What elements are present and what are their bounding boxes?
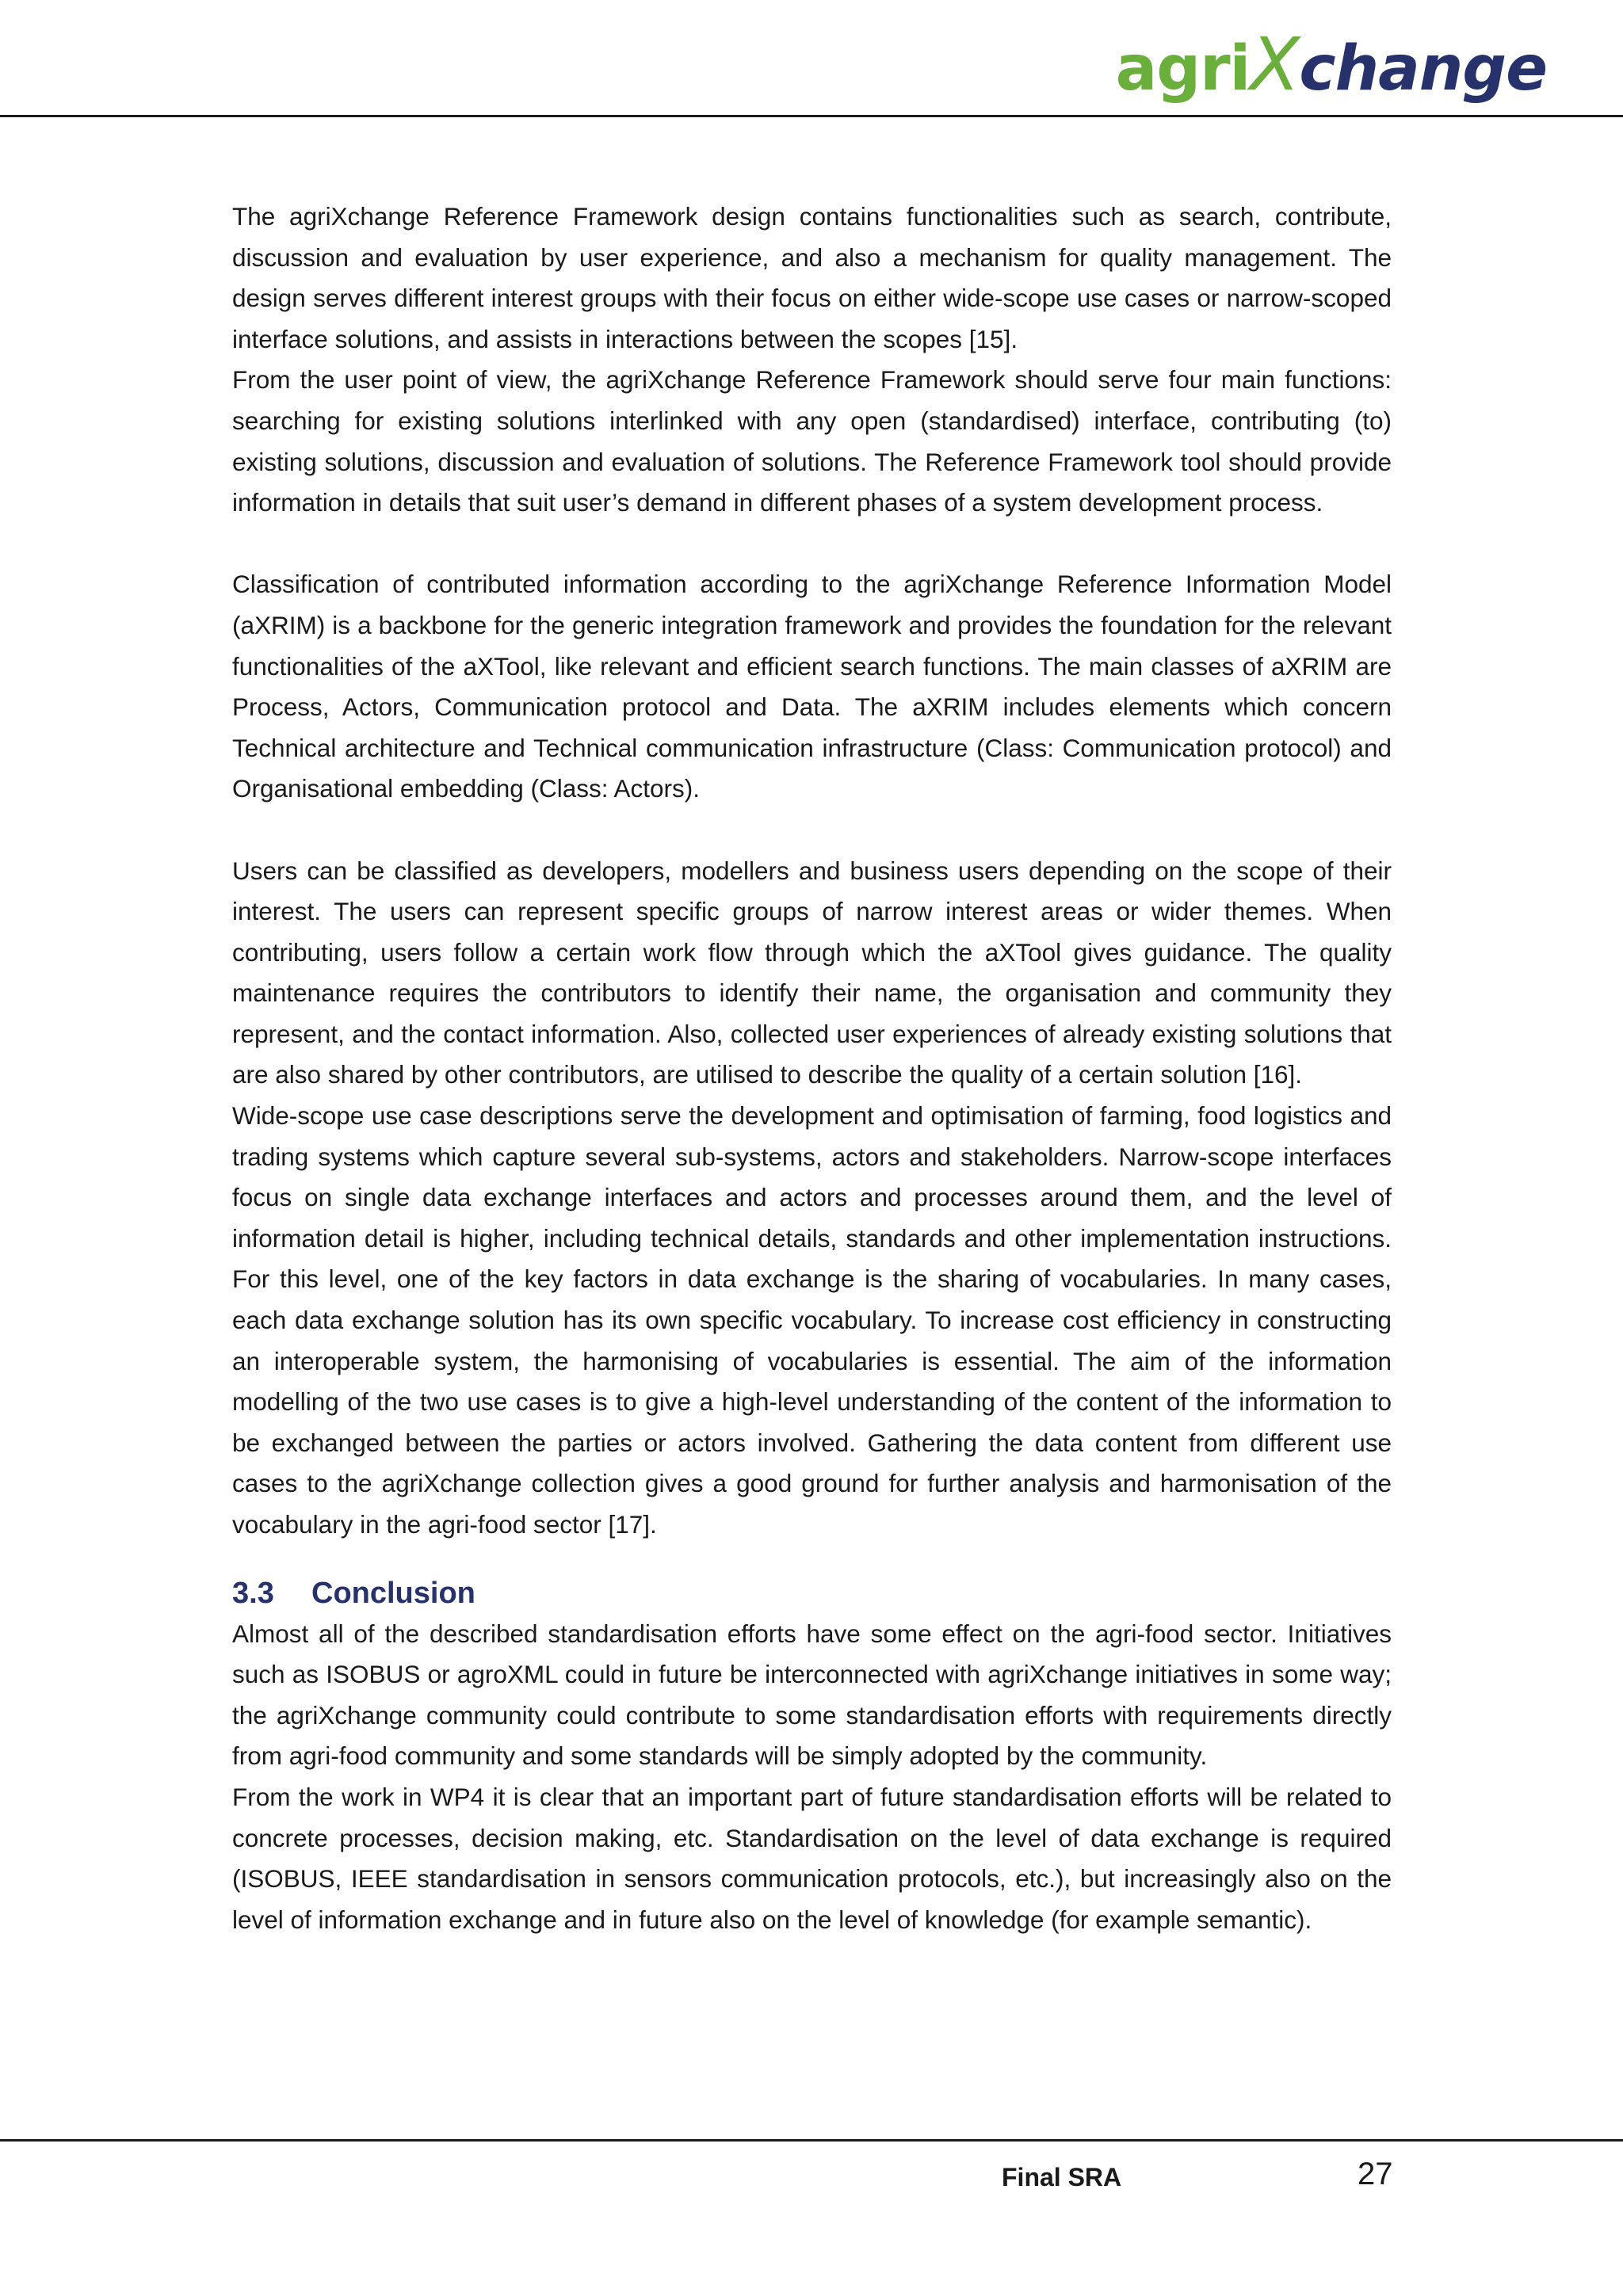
paragraph: Almost all of the described standardisation efforts have some effect on the agri-food sector. Initiatives such as ISOBUS or agroXML could in future be interconnected with agriXchange initiatives in some way; the agriXchange community could contribute to some standardisation efforts with requirements directly from agri-food community and some standards will be simply adopted by the community. <box>232 1619 1392 1771</box>
paragraph: Users can be classified as developers, modellers and business users depending on the scope of their interest. The users can represent specific groups of narrow interest areas or wider themes. When contributing, users follow a certain work flow through which the aXTool gives guidance. The quality maintenance requires the contributors to identify their name, the organisation and community they represent, and the contact information. Also, collected user experiences of already existing solutions that are also shared by other contributors, are utilised to describe the quality of a certain solution [16]. <box>232 856 1392 1089</box>
section-number: 3.3 <box>232 1576 274 1610</box>
paragraph-gap <box>232 810 1392 851</box>
section-title: Conclusion <box>311 1576 475 1610</box>
paragraph: From the user point of view, the agriXchange Reference Framework should serve four main functions: searching for existing solutions interlinked with any open (standardised) interface, contributing (to) existing solutions, discussion and evaluation of solutions. The Reference Framework tool should provide information in details that suit user’s demand in different phases of a system development process. <box>232 365 1392 517</box>
logo-agri: agri <box>1115 33 1251 105</box>
paragraph-gap <box>232 524 1392 565</box>
page-number: 27 <box>1358 2157 1393 2191</box>
paragraph: Wide-scope use case descriptions serve the development and optimisation of farming, food logistics and trading systems which capture several sub-systems, actors and stakeholders. Narrow-scope interfaces focus on single data exchange interfaces and actors and processes around them, and the level of information detail is higher, including technical details, standards and other implementation instructions. For this level, one of the key factors in data exchange is the sharing of vocabularies. In many cases, each data exchange solution has its own specific vocabulary. To increase cost efficiency in constructing an interoperable system, the harmonising of vocabularies is essential. The aim of the information modelling of the two use cases is to give a high-level understanding of the content of the information to be exchanged between the parties or actors involved. Gathering the data content from different use cases to the agriXchange collection gives a good ground for further analysis and harmonisation of the vocabulary in the agri-food sector [17]. <box>232 1101 1392 1539</box>
footer-rule <box>0 2139 1623 2142</box>
paragraph: From the work in WP4 it is clear that an important part of future standardisation efforts will be related to concrete processes, decision making, etc. Standardisation on the level of data exchange is required (ISOBUS, IEEE standardisation in sensors communication protocols, etc.), but increasingly also on the level of information exchange and in future also on the level of knowledge (for example semantic). <box>232 1782 1392 1934</box>
agrixchange-logo <box>1115 22 1547 107</box>
paragraph: Classification of contributed information according to the agriXchange Reference Information Model (aXRIM) is a backbone for the generic integration framework and provides the foundation for the relevant functionalities of the aXTool, like relevant and efficient search functions. The main classes of aXRIM are Process, Actors, Communication protocol and Data. The aXRIM includes elements which concern Technical architecture and Technical communication infrastructure (Class: Communication protocol) and Organisational embedding (Class: Actors). <box>232 570 1392 803</box>
header-rule <box>0 115 1623 117</box>
logo-change: change <box>1299 33 1547 105</box>
footer-label: Final SRA <box>1002 2163 1122 2191</box>
page-body <box>232 196 1392 1940</box>
paragraph: The agriXchange Reference Framework design contains functionalities such as search, contribute, discussion and evaluation by user experience, and also a mechanism for quality management. The design serves different interest groups with their focus on either wide-scope use cases or narrow-scoped interface solutions, and assists in interactions between the scopes [15]. <box>232 202 1392 353</box>
section-heading <box>232 1573 1392 1614</box>
logo-x: X <box>1250 22 1300 107</box>
